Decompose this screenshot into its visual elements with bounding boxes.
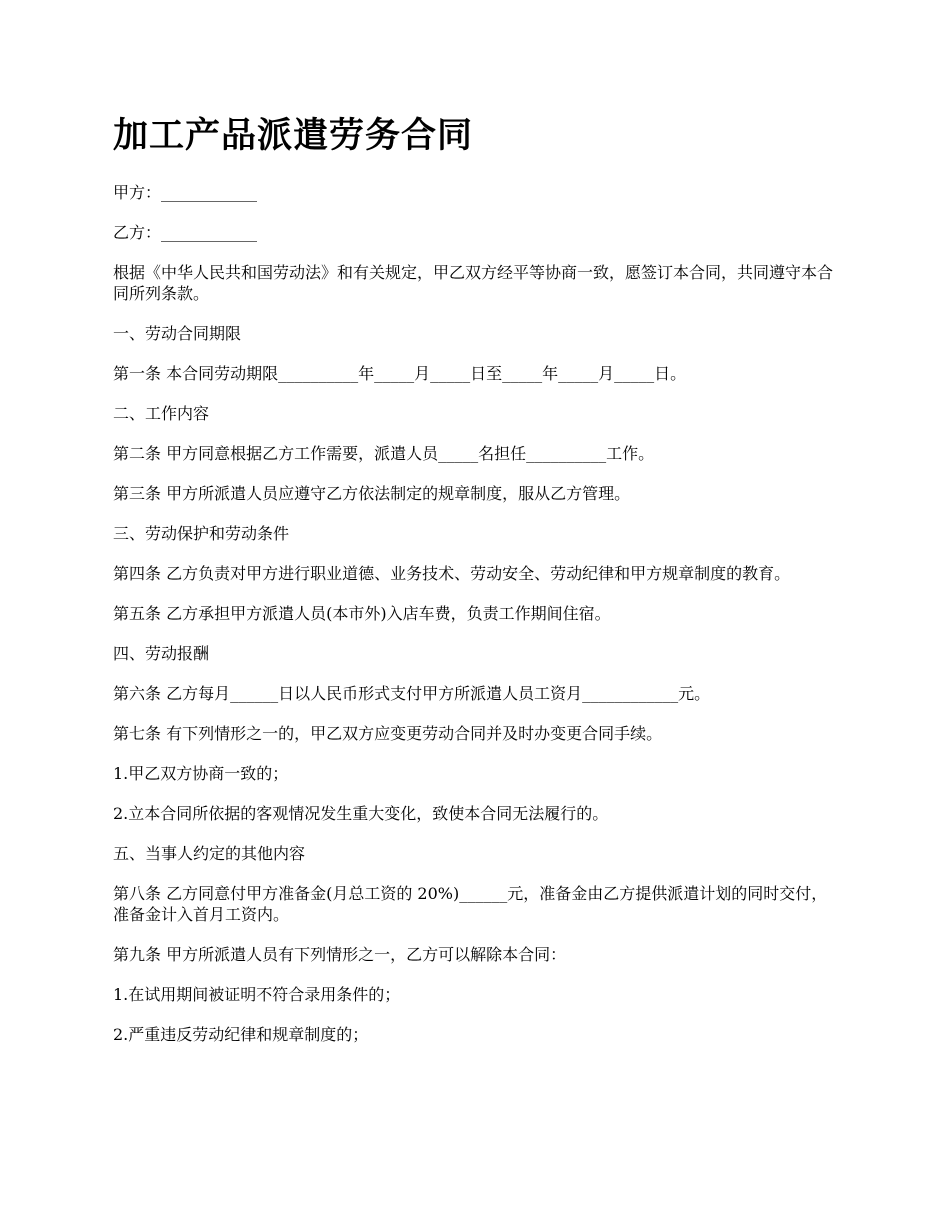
preamble-paragraph: 根据《中华人民共和国劳动法》和有关规定，甲乙双方经平等协商一致，愿签订本合同，共同遵守本合同所列条款。 xyxy=(113,263,834,303)
party-b-line: 乙方：____________ xyxy=(113,223,258,242)
section-heading: 五、当事人约定的其他内容 xyxy=(113,844,306,863)
section-heading: 四、劳动报酬 xyxy=(113,644,210,663)
article-paragraph: 第二条 甲方同意根据乙方工作需要，派遣人员_____名担任__________工作。 xyxy=(113,444,655,463)
article-paragraph: 第四条 乙方负责对甲方进行职业道德、业务技术、劳动安全、劳动纪律和甲方规章制度的教育。 xyxy=(113,564,791,583)
list-item: 2.立本合同所依据的客观情况发生重大变化，致使本合同无法履行的。 xyxy=(113,804,609,823)
article-paragraph: 第三条 甲方所派遣人员应遵守乙方依法制定的规章制度，服从乙方管理。 xyxy=(113,484,631,503)
party-a-line: 甲方：____________ xyxy=(113,183,258,202)
document-title: 加工产品派遣劳务合同 xyxy=(113,116,474,156)
article-paragraph: 第九条 甲方所派遣人员有下列情形之一，乙方可以解除本合同： xyxy=(113,945,567,964)
list-item: 1.在试用期间被证明不符合录用条件的； xyxy=(113,985,401,1004)
list-item: 2.严重违反劳动纪律和规章制度的； xyxy=(113,1025,369,1044)
article-paragraph: 第八条 乙方同意付甲方准备金(月总工资的 20%)______元，准备金由乙方提供派遣计划的同时交付，准备金计入首月工资内。 xyxy=(113,884,828,924)
article-paragraph: 第五条 乙方承担甲方派遣人员(本市外)入店车费，负责工作期间住宿。 xyxy=(113,604,611,623)
list-item: 1.甲乙双方协商一致的； xyxy=(113,764,289,783)
section-heading: 一、劳动合同期限 xyxy=(113,324,242,343)
document-page xyxy=(113,112,843,1064)
section-heading: 二、工作内容 xyxy=(113,404,210,423)
article-paragraph: 第一条 本合同劳动期限__________年_____月_____日至_____年_____月_____日。 xyxy=(113,364,687,383)
article-paragraph: 第六条 乙方每月______日以人民币形式支付甲方所派遣人员工资月____________元。 xyxy=(113,684,711,703)
article-paragraph: 第七条 有下列情形之一的，甲乙双方应变更劳动合同并及时办变更合同手续。 xyxy=(113,724,663,743)
section-heading: 三、劳动保护和劳动条件 xyxy=(113,524,290,543)
